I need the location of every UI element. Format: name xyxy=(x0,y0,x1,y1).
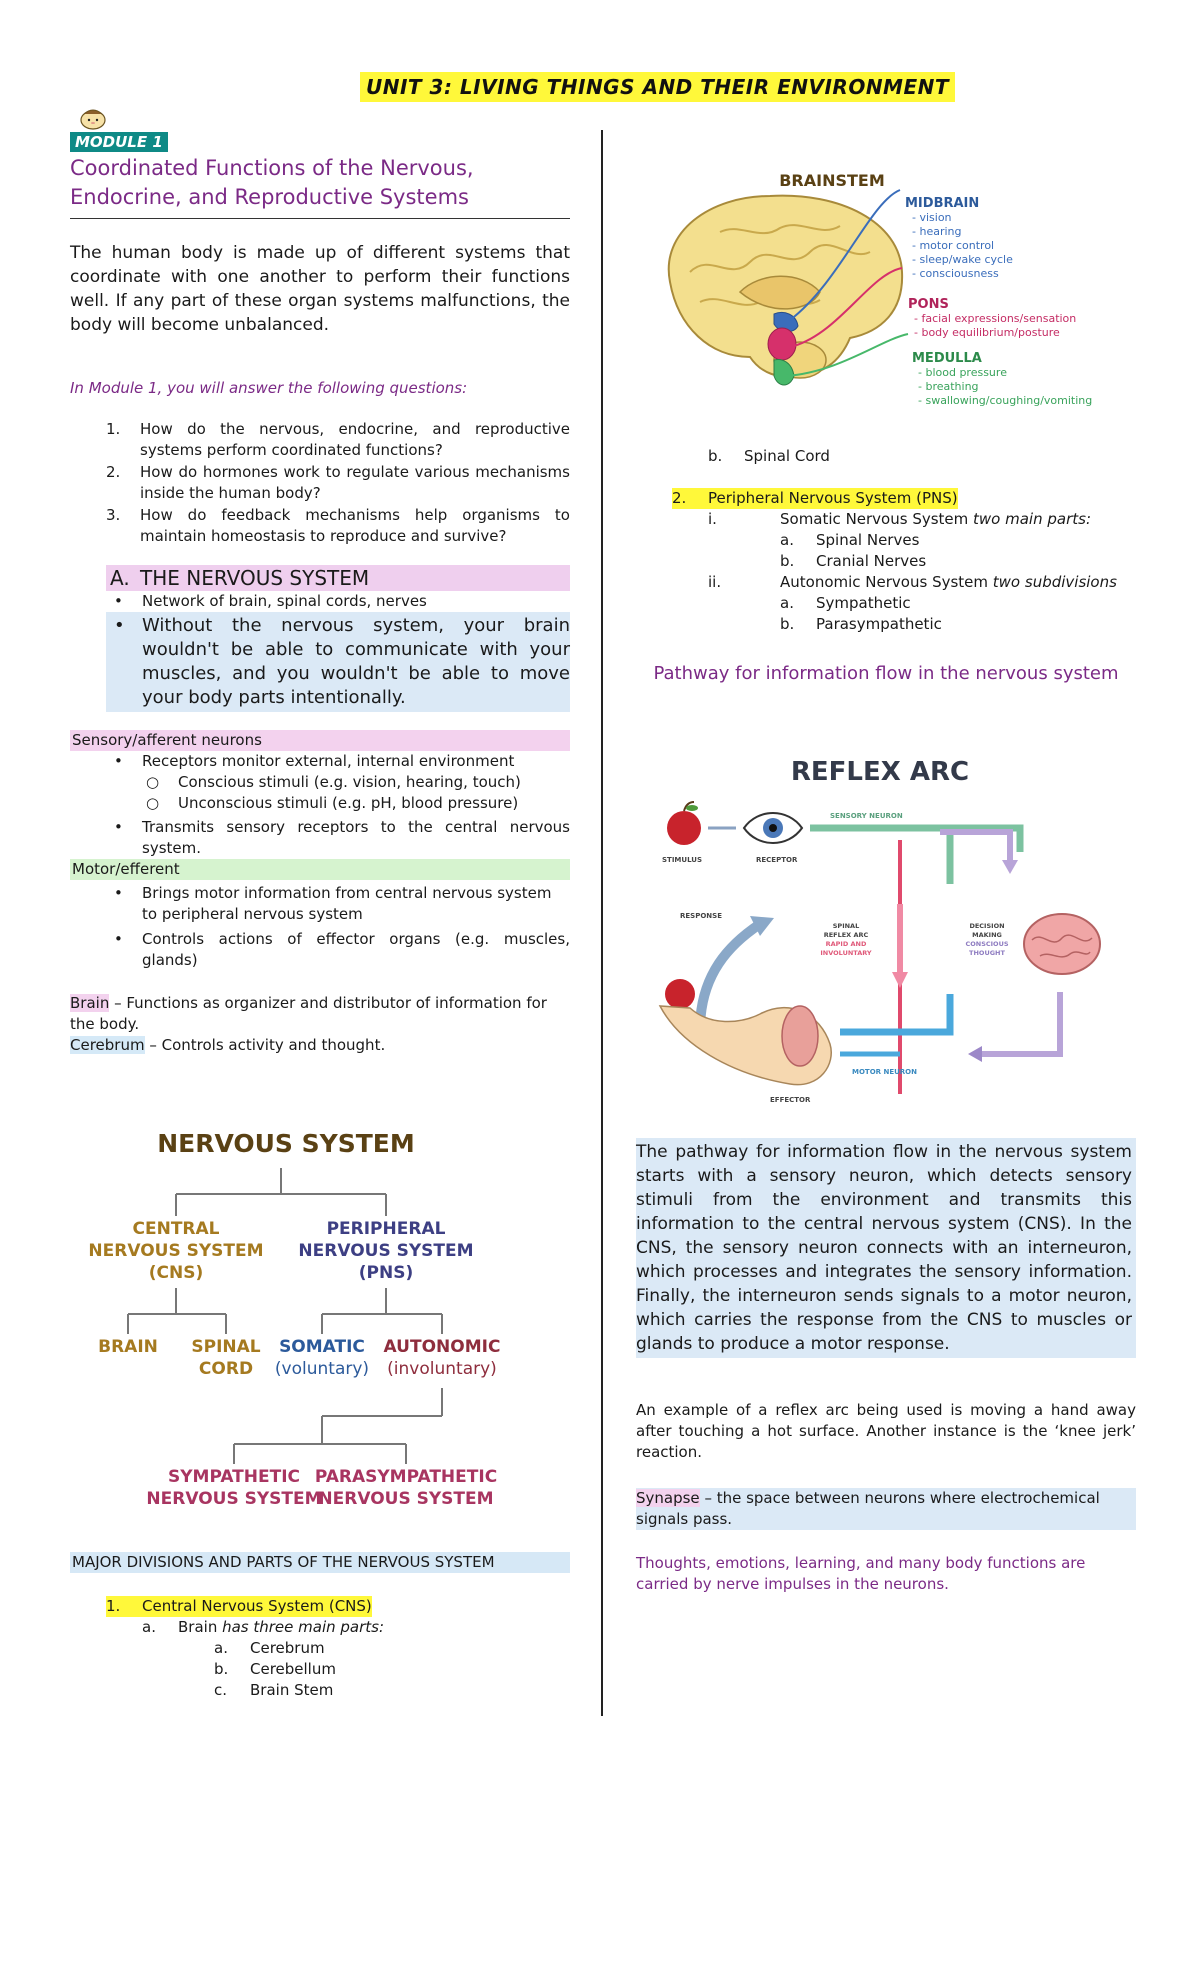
to-brain-head xyxy=(1002,860,1018,874)
reflex-arc-title: REFLEX ARC xyxy=(790,757,970,787)
spinal-label-2: REFLEX ARC xyxy=(823,931,869,939)
reflex-arrow-head xyxy=(892,972,908,988)
sensory-neuron-path xyxy=(810,828,950,884)
decision-label-1: DECISION xyxy=(969,922,1005,930)
list-item: • Transmits sensory receptors to the central nervous system. xyxy=(114,818,570,857)
list-item: • Controls actions of effector organs (e.g. muscles, glands) xyxy=(114,930,570,969)
unit-title: UNIT 3: LIVING THINGS AND THEIR ENVIRONMENT xyxy=(360,72,955,102)
brain-label: BRAIN xyxy=(98,1337,158,1357)
list-item: b. Cranial Nerves xyxy=(780,552,927,570)
list-item: i. Somatic Nervous System two main parts: xyxy=(708,510,1092,528)
decision-label-4: THOUGHT xyxy=(969,949,1005,957)
pns-label-2: NERVOUS SYSTEM xyxy=(298,1241,474,1261)
spinal-label-4: INVOLUNTARY xyxy=(820,949,872,957)
list-item: a. Brain has three main parts: xyxy=(142,1618,385,1636)
stimulus-label: STIMULUS xyxy=(662,856,703,864)
cns-label-1: CENTRAL xyxy=(132,1219,220,1239)
list-item: a. Sympathetic xyxy=(780,594,911,612)
midbrain-item: - motor control xyxy=(912,239,995,252)
spinal-cord-label-1: SPINAL xyxy=(191,1337,261,1357)
spinal-cord-label-2: CORD xyxy=(198,1359,254,1379)
list-item: ○ Conscious stimuli (e.g. vision, hearing, touch) xyxy=(146,773,521,791)
pathway-title: Pathway for information flow in the nervous system xyxy=(653,663,1119,684)
midbrain-label: MIDBRAIN xyxy=(905,196,980,211)
spinal-cord-item: b. Spinal Cord xyxy=(708,447,830,465)
list-item: 3. How do feedback mechanisms help organisms to maintain homeostasis to reproduce and survive? xyxy=(106,506,570,545)
medulla-label: MEDULLA xyxy=(912,351,982,366)
mascot-icon xyxy=(78,106,108,130)
module-tag: MODULE 1 xyxy=(70,132,168,152)
medulla-item: - blood pressure xyxy=(918,366,1007,379)
apple-icon xyxy=(667,802,701,845)
pons-item: - body equilibrium/posture xyxy=(914,326,1060,339)
spinal-label-1: SPINAL xyxy=(832,922,860,930)
questions-lead: In Module 1, you will answer the following questions: xyxy=(70,379,468,397)
decision-label-3: CONSCIOUS xyxy=(965,940,1009,948)
motor-neuron-path xyxy=(840,994,950,1032)
sensory-label: Sensory/afferent neurons xyxy=(70,730,570,751)
voluntary-label: (voluntary) xyxy=(274,1359,370,1379)
list-item: a. Cerebrum xyxy=(214,1639,325,1657)
involuntary-label: (involuntary) xyxy=(387,1359,497,1379)
title-rule xyxy=(70,218,570,219)
parasympathetic-label-2: NERVOUS SYSTEM xyxy=(318,1489,494,1509)
medulla-item: - swallowing/coughing/vomiting xyxy=(918,394,1093,407)
list-item: 2. How do hormones work to regulate various mechanisms inside the human body? xyxy=(106,463,570,502)
list-item: 1. Central Nervous System (CNS) xyxy=(106,1597,372,1615)
diagram-connectors xyxy=(128,1168,442,1464)
thoughts-paragraph: Thoughts, emotions, learning, and many body functions are carried by nerve impulses in the neurons. xyxy=(636,1554,1086,1593)
list-item: c. Brain Stem xyxy=(214,1681,334,1699)
cerebrum-definition: Cerebrum – Controls activity and thought. xyxy=(70,1036,386,1054)
pns-list xyxy=(636,488,1136,635)
parasympathetic-label-1: PARASYMPATHETIC xyxy=(314,1467,498,1487)
list-item: • Without the nervous system, your brain wouldn't be able to communicate with your muscles, and you wouldn't be able to move your body parts intentionally. xyxy=(106,612,570,712)
sympathetic-label-2: NERVOUS SYSTEM xyxy=(146,1489,322,1509)
midbrain-item: - vision xyxy=(912,211,952,224)
list-item: b. Cerebellum xyxy=(214,1660,336,1678)
pns-label-3: (PNS) xyxy=(358,1263,414,1283)
section-a-heading: A. THE NERVOUS SYSTEM xyxy=(106,565,570,591)
cns-label-2: NERVOUS SYSTEM xyxy=(88,1241,264,1261)
reflex-arc-diagram xyxy=(650,744,1120,1110)
effector-label: EFFECTOR xyxy=(770,1096,811,1104)
column-divider xyxy=(601,130,603,1716)
motor-label: Motor/efferent xyxy=(70,859,570,880)
module-title: Coordinated Functions of the Nervous, Endocrine, and Reproductive Systems xyxy=(70,156,474,209)
motor-neuron-label: MOTOR NEURON xyxy=(852,1068,917,1076)
arm-illustration xyxy=(660,979,831,1085)
receptor-label: RECEPTOR xyxy=(756,856,798,864)
list-item: b. Parasympathetic xyxy=(780,615,942,633)
eye-icon xyxy=(744,813,802,843)
midbrain-item: - hearing xyxy=(912,225,962,238)
somatic-label: SOMATIC xyxy=(279,1337,365,1357)
decision-label-2: MAKING xyxy=(972,931,1002,939)
pons-label: PONS xyxy=(908,297,949,312)
cns-label-3: (CNS) xyxy=(148,1263,204,1283)
spinal-label-3: RAPID AND xyxy=(825,940,867,948)
brainstem-title: BRAINSTEM xyxy=(779,171,885,190)
list-item: • Brings motor information from central nervous system to peripheral nervous system xyxy=(114,884,552,923)
list-item: 1. How do the nervous, endocrine, and reproductive systems perform coordinated functions? xyxy=(106,420,570,459)
list-item: a. Spinal Nerves xyxy=(780,531,920,549)
response-label: RESPONSE xyxy=(680,912,722,920)
list-item: • Receptors monitor external, internal environment xyxy=(114,752,515,770)
brainstem-diagram xyxy=(650,162,1120,424)
autonomic-label: AUTONOMIC xyxy=(383,1337,501,1357)
from-brain-path xyxy=(980,992,1060,1054)
list-item: • Network of brain, spinal cords, nerves xyxy=(114,592,427,610)
brain-icon xyxy=(1024,914,1100,974)
sympathetic-label-1: SYMPATHETIC xyxy=(167,1467,301,1487)
list-item: 2. Peripheral Nervous System (PNS) xyxy=(672,489,958,507)
synapse-definition: Synapse – the space between neurons where electrochemical signals pass. xyxy=(636,1488,1136,1530)
pons-item: - facial expressions/sensation xyxy=(914,312,1077,325)
left-column xyxy=(70,128,570,1056)
sensory-neuron-label: SENSORY NEURON xyxy=(830,812,903,820)
list-item: ii. Autonomic Nervous System two subdivisions xyxy=(708,573,1117,591)
sensory-bullets xyxy=(106,751,570,859)
question-list xyxy=(106,419,570,547)
diagram-title: NERVOUS SYSTEM xyxy=(157,1129,415,1158)
from-brain-head xyxy=(968,1046,982,1062)
response-arrow xyxy=(700,924,760,1030)
list-item: ○ Unconscious stimuli (e.g. pH, blood pressure) xyxy=(146,794,519,812)
example-paragraph: An example of a reflex arc being used is moving a hand away after touching a hot surface. Another instance is the ‘knee jerk’ reaction. xyxy=(636,1401,1136,1461)
midbrain-item: - consciousness xyxy=(912,267,999,280)
intro-paragraph: The human body is made up of different systems that coordinate with one another to perform their functions well. If any part of these organ systems malfunctions, the body will become unbalanced. xyxy=(70,243,570,335)
medulla-item: - breathing xyxy=(918,380,979,393)
nervous-system-diagram xyxy=(70,1120,570,1540)
pns-label-1: PERIPHERAL xyxy=(326,1219,446,1239)
motor-bullets xyxy=(106,883,570,971)
section-a-bullets xyxy=(106,591,570,712)
midbrain-item: - sleep/wake cycle xyxy=(912,253,1013,266)
brain-definition: Brain – Functions as organizer and distributor of information for the body. xyxy=(70,994,547,1033)
cns-list xyxy=(70,1596,570,1701)
pathway-paragraph: The pathway for information flow in the nervous system starts with a sensory neuron, which detects sensory stimuli from the environment and transmits this information to the central nervous system (CNS). In the CNS, the sensory neuron connects with an interneuron, which processes and integrates the sensory information. Finally, the interneuron sends signals to a motor neuron, which carries the response from the CNS to muscles or glands to produce a motor response. xyxy=(636,1138,1136,1358)
major-divisions-heading: MAJOR DIVISIONS AND PARTS OF THE NERVOUS SYSTEM xyxy=(70,1552,570,1573)
